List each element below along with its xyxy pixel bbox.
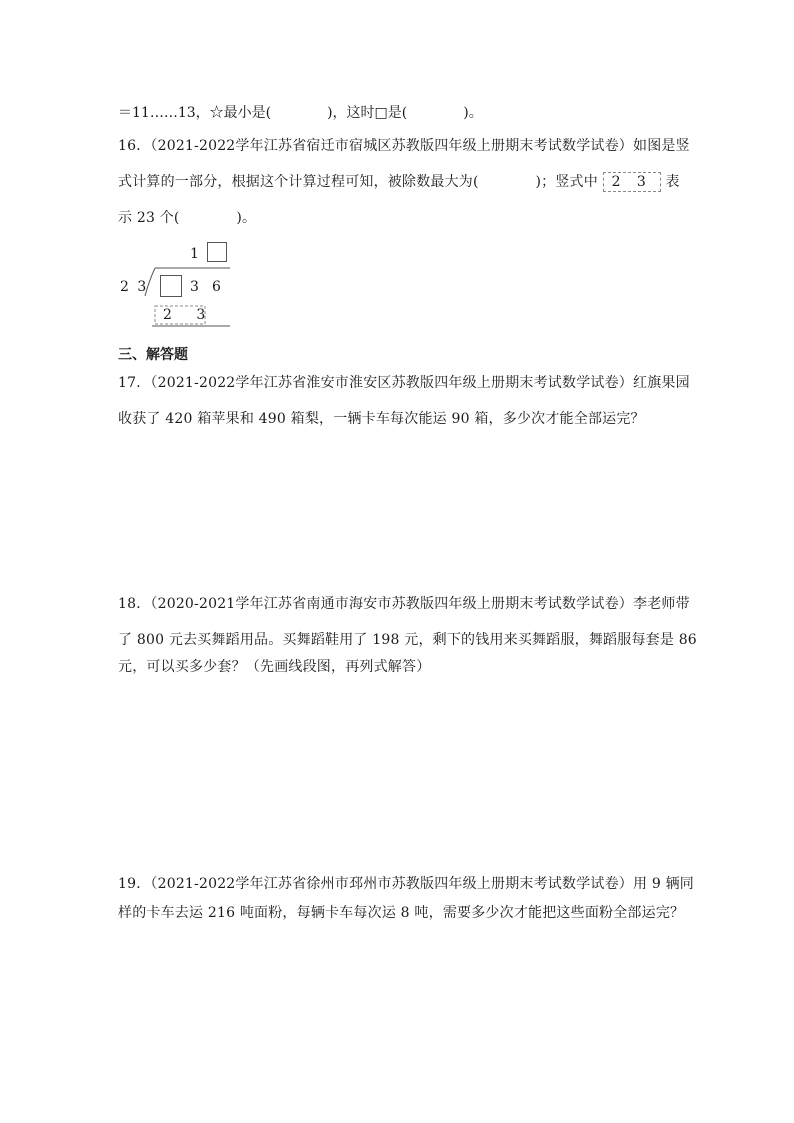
q16-line-2	[118, 172, 680, 192]
q16-line-1: 16．（2021-2022学年江苏省宿迁市宿城区苏教版四年级上册期末考试数学试卷）如图是竖	[118, 138, 690, 154]
q18-line-1: 18．（2020-2021学年江苏省南通市海安市苏教版四年级上册期末考试数学试卷）李老师带	[118, 596, 690, 612]
q16-boxed-23: 2 3	[603, 172, 661, 192]
q16-line-3: 示 23 个( )。	[118, 210, 257, 226]
q19-line-2: 样的卡车去运 216 吨面粉，每辆卡车每次运 8 吨，需要多少次才能把这些面粉全部运完？	[118, 905, 685, 921]
q18-line-3: 元，可以买多少套？（先画线段图，再列式解答）	[118, 659, 431, 675]
divisor: 2 3	[120, 279, 149, 295]
q18-line-2: 了 800 元去买舞蹈用品。买舞蹈鞋用了 198 元，剩下的钱用来买舞蹈服，舞蹈服每套是 86	[118, 632, 697, 648]
section-title: 三、解答题	[118, 347, 188, 363]
dividend-blank-box	[160, 275, 182, 297]
q16-line-2-text: 式计算的一部分，根据这个计算过程可知，被除数最大为( )；竖式中	[118, 174, 598, 190]
q19-line-1: 19．（2021-2022学年江苏省徐州市邳州市苏教版四年级上册期末考试数学试卷）用 9 辆同	[118, 876, 695, 892]
long-division-figure	[115, 236, 245, 331]
dividend-digit-3: 6	[212, 279, 221, 295]
quotient-digit: 1	[190, 246, 199, 262]
q15-continuation: ＝11……13，☆最小是( )，这时□是( )。	[118, 105, 483, 121]
q17-line-1: 17．（2021-2022学年江苏省淮安市淮安区苏教版四年级上册期末考试数学试卷）红旗果园	[118, 375, 690, 391]
subtraction-row: 2 3	[163, 307, 216, 323]
dividend-digit-2: 3	[190, 279, 199, 295]
q17-line-2: 收获了 420 箱苹果和 490 箱梨，一辆卡车每次能运 90 箱，多少次才能全部运完？	[118, 411, 645, 427]
q16-line-2-tail: 表	[665, 174, 680, 190]
